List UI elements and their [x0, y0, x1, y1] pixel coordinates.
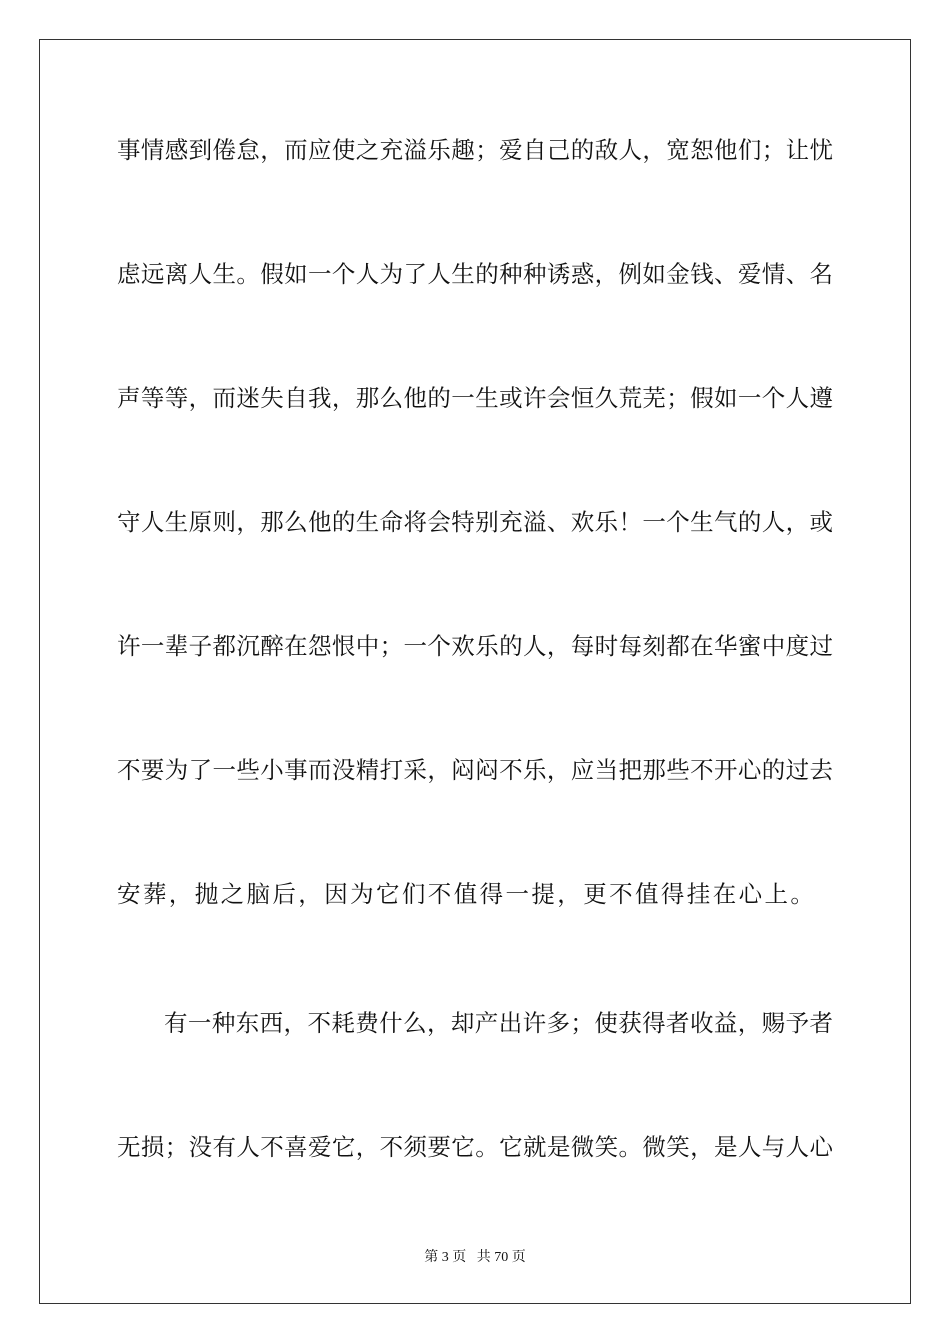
text-line-8: 有一种东西，不耗费什么，却产出许多；使获得者收益，赐予者	[164, 1009, 833, 1037]
page-footer	[0, 1246, 950, 1266]
text-line-7: 安葬，抛之脑后，因为它们不值得一提，更不值得挂在心上。	[117, 880, 817, 908]
page-border	[39, 39, 911, 1304]
text-line-1: 事情感到倦怠，而应使之充溢乐趣；爱自己的敌人，宽恕他们；让忧	[117, 136, 833, 164]
text-line-4: 守人生原则，那么他的生命将会特别充溢、欢乐！一个生气的人，或	[117, 508, 833, 536]
page-total: 共 70 页	[476, 1250, 526, 1265]
text-line-9: 无损；没有人不喜爱它，不须要它。它就是微笑。微笑，是人与人心	[117, 1133, 833, 1161]
text-line-5: 许一辈子都沉醉在怨恨中；一个欢乐的人，每时每刻都在华蜜中度过	[117, 632, 833, 660]
text-line-3: 声等等，而迷失自我，那么他的一生或许会恒久荒芜；假如一个人遵	[117, 384, 833, 412]
text-line-2: 虑远离人生。假如一个人为了人生的种种诱惑，例如金钱、爱情、名	[117, 260, 833, 288]
page-number: 第 3 页	[424, 1250, 467, 1265]
text-line-6: 不要为了一些小事而没精打采，闷闷不乐，应当把那些不开心的过去	[117, 756, 833, 784]
